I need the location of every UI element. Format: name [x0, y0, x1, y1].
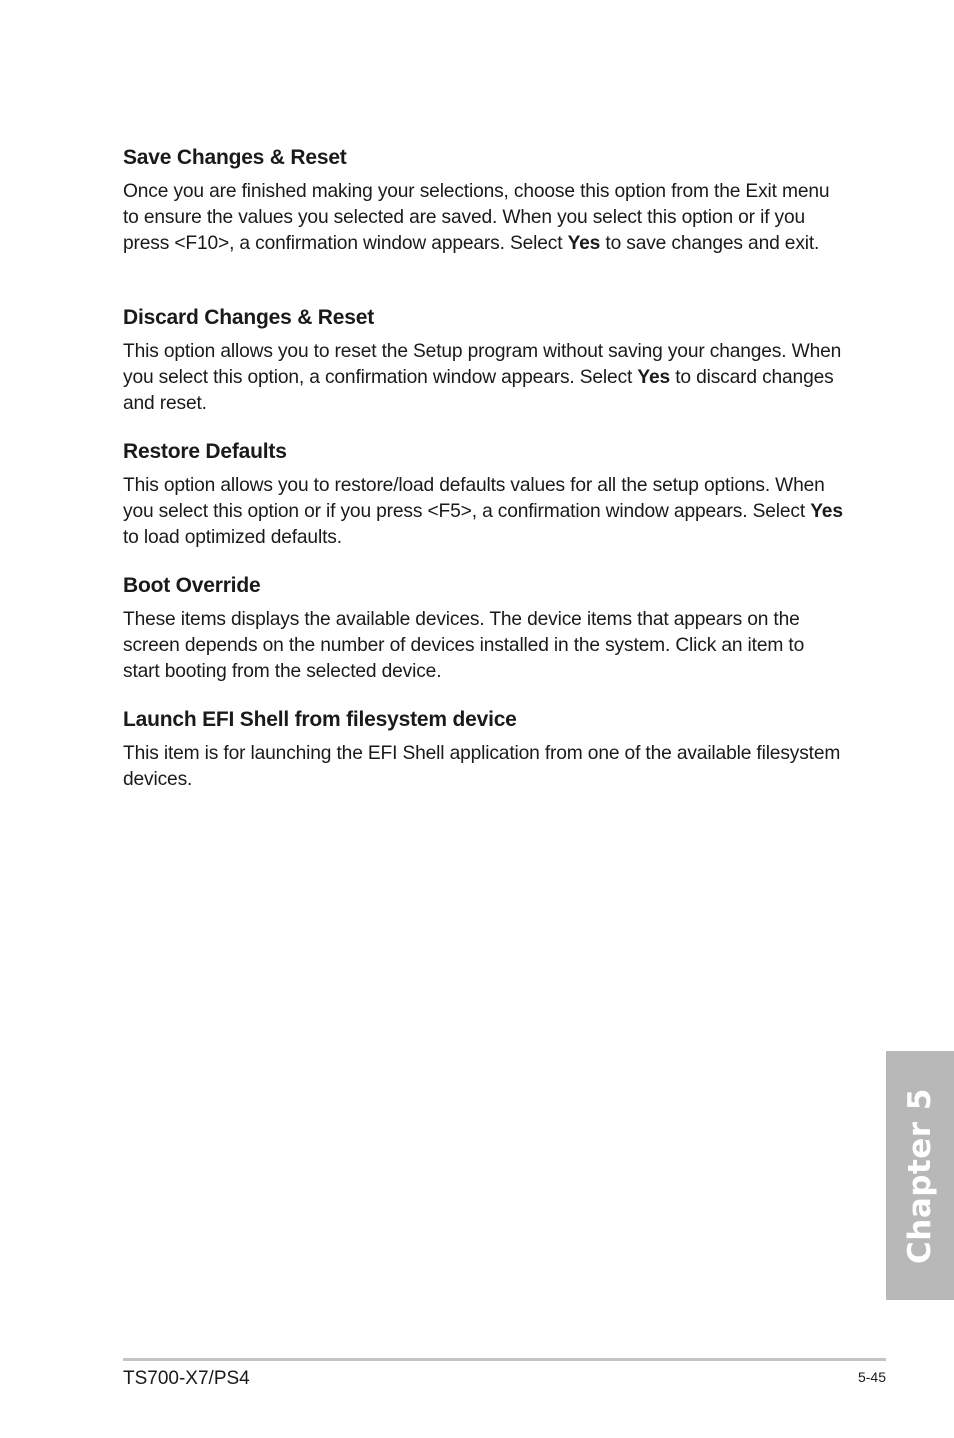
- body-text: This item is for launching the EFI Shell application from one of the available filesystem devices.: [123, 743, 841, 790]
- section-restore-defaults: [123, 439, 843, 551]
- chapter-tab: [886, 1051, 954, 1300]
- footer-model-name: TS700-X7/PS4: [123, 1368, 250, 1389]
- section-title: Launch EFI Shell from filesystem device: [123, 708, 517, 731]
- body-text: Once you are finished making your selections, choose this option from the Exit menu to ensure the values you selected are saved. When you select this option or if you press <F10>, a confirmation window appears. Select: [123, 181, 830, 254]
- section-launch-efi-shell: [123, 707, 843, 793]
- body-text: This option allows you to restore/load defaults values for all the setup options. When you select this option or if you press <F5>, a confirmation window appears. Select: [123, 475, 825, 522]
- footer-page-number: 5-45: [857, 1369, 886, 1385]
- section-body: [123, 179, 843, 257]
- section-body: [123, 741, 843, 793]
- body-bold-text: Yes: [567, 233, 601, 254]
- section-title: Boot Override: [123, 574, 261, 597]
- section-body: [123, 339, 843, 417]
- body-text: These items displays the available devices. The device items that appears on the screen depends on the number of devices installed in the system. Click an item to start booting from the selected device.: [123, 609, 805, 682]
- section-title: Discard Changes & Reset: [123, 306, 374, 329]
- section-body: [123, 473, 843, 551]
- body-text: to discard changes and reset.: [123, 367, 834, 414]
- section-title: Save Changes & Reset: [123, 146, 347, 169]
- chapter-tab-label: Chapter 5: [902, 1087, 938, 1264]
- body-text: to load optimized defaults.: [123, 527, 342, 548]
- section-discard-changes-reset: [123, 305, 843, 417]
- body-text: to save changes and exit.: [600, 233, 820, 254]
- footer-divider: [123, 1358, 886, 1361]
- body-bold-text: Yes: [637, 367, 671, 388]
- body-bold-text: Yes: [810, 501, 843, 522]
- section-boot-override: [123, 573, 843, 685]
- section-save-changes-reset: [123, 145, 843, 257]
- section-title: Restore Defaults: [123, 440, 287, 463]
- section-body: [123, 607, 843, 685]
- body-text: This option allows you to reset the Setup program without saving your changes. When you select this option, a confirmation window appears. Select: [123, 341, 842, 388]
